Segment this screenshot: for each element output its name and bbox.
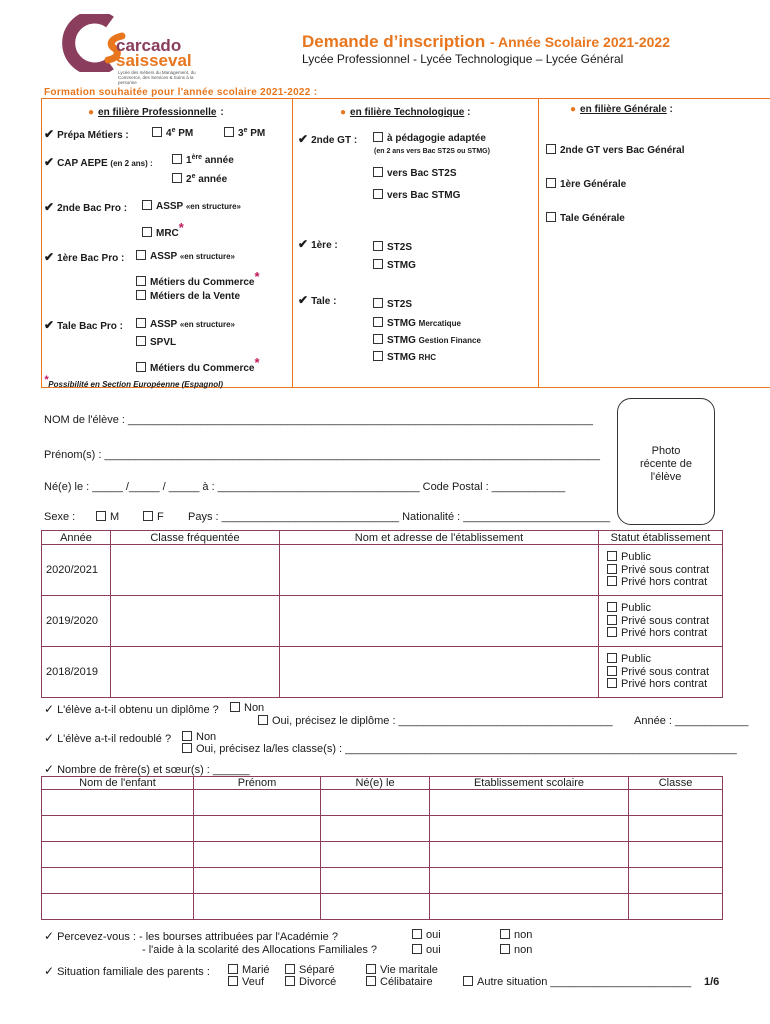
- scolarite-table: [41, 530, 723, 698]
- statut-cell: [599, 596, 723, 647]
- cap-annee2-option[interactable]: 2e année: [172, 173, 227, 185]
- premiere-stmg-option[interactable]: STMG: [373, 259, 416, 271]
- bac2-mrc-option[interactable]: MRC*: [142, 220, 184, 239]
- pays-nationalite-field[interactable]: Pays : _____________________________ Nationalité : ________________________: [188, 511, 611, 523]
- cell[interactable]: [430, 816, 629, 842]
- gt2-pedagogie-note: (en 2 ans vers Bac ST2S ou STMG): [374, 148, 490, 155]
- statut-prive-sous[interactable]: Privé sous contrat: [607, 564, 718, 577]
- cell[interactable]: [42, 842, 194, 868]
- tale-stmg-rhc-option[interactable]: STMG RHC: [373, 351, 436, 363]
- tale-st2s-option[interactable]: ST2S: [373, 298, 412, 310]
- prepa-row: ✔ Prépa Métiers :: [44, 127, 129, 141]
- formation-divider-2: [538, 98, 539, 388]
- cell[interactable]: [430, 868, 629, 894]
- tale-stmg-gest-option[interactable]: STMG Gestion Finance: [373, 334, 481, 346]
- photo-line3: l'élève: [650, 471, 682, 483]
- cell[interactable]: [430, 842, 629, 868]
- statut-public[interactable]: Public: [607, 551, 718, 564]
- tale-stmg-merc-option[interactable]: STMG Mercatique: [373, 317, 461, 329]
- fratrie-table: [41, 776, 723, 920]
- bac2-assp-option[interactable]: ASSP «en structure»: [142, 200, 241, 212]
- photo-line2: récente de: [640, 458, 692, 470]
- formation-divider-1: [292, 98, 293, 388]
- tale-assp-option[interactable]: ASSP «en structure»: [136, 318, 235, 330]
- redouble-non-option[interactable]: Non: [182, 731, 216, 743]
- sexe-f-option[interactable]: F: [143, 511, 164, 523]
- photo-box[interactable]: [617, 398, 715, 525]
- sexe-m-option[interactable]: M: [96, 511, 119, 523]
- techno-title: ● en filière Technologique :: [340, 107, 471, 118]
- cell[interactable]: [430, 894, 629, 920]
- diplome-oui-option[interactable]: Oui, précisez le diplôme : ___________________________________: [258, 715, 613, 727]
- cell[interactable]: [194, 868, 321, 894]
- cell[interactable]: [42, 868, 194, 894]
- gen-gt-option[interactable]: 2nde GT vers Bac Général: [546, 144, 685, 156]
- situation-divorce[interactable]: Divorcé: [285, 976, 336, 988]
- logo-line1: carcado: [116, 36, 182, 55]
- bourses-q1-oui[interactable]: oui: [412, 929, 441, 941]
- statut-prive-hors[interactable]: Privé hors contrat: [607, 678, 718, 691]
- statut-prive-sous[interactable]: Privé sous contrat: [607, 615, 718, 628]
- cell[interactable]: [430, 790, 629, 816]
- nom-field[interactable]: NOM de l'élève : ____________________________________________________________________________: [44, 414, 593, 426]
- cell[interactable]: [194, 842, 321, 868]
- statut-cell: [599, 545, 723, 596]
- situation-veuf[interactable]: Veuf: [228, 976, 264, 988]
- situation-label: ✓ Situation familiale des parents :: [44, 964, 210, 978]
- naissance-field[interactable]: Né(e) le : _____ /_____ / _____ à : _________________________________ Code Postal : ____________: [44, 481, 566, 493]
- logo-tagline: Lycée des métiers du Management, du Commerce, des Services & Soins à la personne: [118, 70, 196, 85]
- page-title: Demande d’inscription - Année Scolaire 2021-2022: [302, 32, 671, 51]
- pro-title: ● en filière Professionnelle :: [88, 107, 224, 118]
- table-row: [42, 842, 723, 868]
- year-cell: 2018/2019: [42, 647, 111, 698]
- cap-row: ✔ CAP AEPE (en 2 ans) :: [44, 155, 153, 169]
- etablissement-cell[interactable]: [280, 596, 599, 647]
- footnote: *Possibilité en Section Européenne (Espagnol): [44, 374, 223, 389]
- diplome-annee-field[interactable]: Année : ____________: [634, 715, 749, 727]
- bourses-q2-non[interactable]: non: [500, 944, 532, 956]
- bourses-q2-oui[interactable]: oui: [412, 944, 441, 956]
- formation-heading: Formation souhaitée pour l'année scolaire 2021-2022 :: [44, 87, 318, 98]
- col-prenom: Prénom: [194, 777, 321, 790]
- sexe-label: Sexe :: [44, 511, 76, 523]
- col-etablissement-scolaire: Etablissement scolaire: [430, 777, 629, 790]
- cell[interactable]: [629, 842, 723, 868]
- redouble-question: ✓ L'élève a-t-il redoublé ?: [44, 731, 172, 745]
- bourses-q1: ✓ Percevez-vous : - les bourses attribuées par l'Académie ?: [44, 929, 338, 943]
- classe-cell[interactable]: [111, 596, 280, 647]
- premiere-st2s-option[interactable]: ST2S: [373, 241, 412, 253]
- classe-cell[interactable]: [111, 647, 280, 698]
- gen-title: ● en filière Générale :: [570, 104, 673, 115]
- table-row: [42, 894, 723, 920]
- gt2-st2s-option[interactable]: vers Bac ST2S: [373, 167, 457, 179]
- col-annee: Année: [42, 531, 111, 545]
- cell[interactable]: [321, 842, 430, 868]
- situation-celibataire[interactable]: Célibataire: [366, 976, 433, 988]
- logo-line2: saisseval: [116, 51, 192, 70]
- situation-autre[interactable]: Autre situation _______________________: [463, 976, 691, 988]
- gt2-pedagogie-option[interactable]: à pédagogie adaptée: [373, 132, 486, 144]
- cell[interactable]: [194, 816, 321, 842]
- year-cell: 2019/2020: [42, 596, 111, 647]
- etablissement-cell[interactable]: [280, 545, 599, 596]
- page-number: 1/6: [704, 976, 720, 988]
- statut-public[interactable]: Public: [607, 602, 718, 615]
- page-subtitle: Lycée Professionnel - Lycée Technologique – Lycée Général: [302, 52, 624, 66]
- gen-tale-option[interactable]: Tale Générale: [546, 212, 625, 224]
- gt2-row: ✔ 2nde GT :: [298, 132, 358, 146]
- classe-cell[interactable]: [111, 545, 280, 596]
- diplome-question: ✓ L'élève a-t-il obtenu un diplôme ?: [44, 702, 219, 716]
- etablissement-cell[interactable]: [280, 647, 599, 698]
- tale-pro-row: ✔ Tale Bac Pro :: [44, 318, 124, 332]
- bac1-commerce-option[interactable]: Métiers du Commerce*: [136, 269, 260, 288]
- statut-prive-hors[interactable]: Privé hors contrat: [607, 627, 718, 640]
- situation-separe[interactable]: Séparé: [285, 964, 334, 976]
- tale-spvl-option[interactable]: SPVL: [136, 336, 176, 348]
- table-row: [42, 816, 723, 842]
- col-ne-le: Né(e) le: [321, 777, 430, 790]
- cell[interactable]: [42, 816, 194, 842]
- cell[interactable]: [321, 816, 430, 842]
- gt2-stmg-option[interactable]: vers Bac STMG: [373, 189, 460, 201]
- bac2-row: ✔ 2nde Bac Pro :: [44, 200, 128, 214]
- premiere-row: ✔ 1ère :: [298, 237, 338, 251]
- cell[interactable]: [321, 790, 430, 816]
- col-classe: Classe fréquentée: [111, 531, 280, 545]
- col-nom-enfant: Nom de l'enfant: [42, 777, 194, 790]
- cell[interactable]: [629, 868, 723, 894]
- table-row: [42, 647, 723, 698]
- gen-premiere-option[interactable]: 1ère Générale: [546, 178, 626, 190]
- bourses-q2: - l'aide à la scolarité des Allocations Familiales ?: [142, 944, 378, 956]
- cell[interactable]: [629, 816, 723, 842]
- bac1-row: ✔ 1ère Bac Pro :: [44, 250, 125, 264]
- statut-public[interactable]: Public: [607, 653, 718, 666]
- cap-annee1-option[interactable]: 1ère année: [172, 154, 234, 166]
- cell[interactable]: [629, 790, 723, 816]
- cell[interactable]: [629, 894, 723, 920]
- year-cell: 2020/2021: [42, 545, 111, 596]
- diplome-non-option[interactable]: Non: [230, 702, 264, 714]
- table-row: [42, 545, 723, 596]
- table-row: [42, 596, 723, 647]
- col-statut: Statut établissement: [599, 531, 723, 545]
- tale-techno-row: ✔ Tale :: [298, 293, 337, 307]
- table-row: [42, 790, 723, 816]
- bourses-q1-non[interactable]: non: [500, 929, 532, 941]
- statut-prive-sous[interactable]: Privé sous contrat: [607, 666, 718, 679]
- pm4-option[interactable]: 4e PM: [152, 127, 193, 139]
- tale-commerce-option[interactable]: Métiers du Commerce*: [136, 355, 260, 374]
- bac1-assp-option[interactable]: ASSP «en structure»: [136, 250, 235, 262]
- photo-line1: Photo: [651, 445, 681, 457]
- cell[interactable]: [42, 894, 194, 920]
- cell[interactable]: [321, 894, 430, 920]
- pm3-option[interactable]: 3e PM: [224, 127, 265, 139]
- prenom-field[interactable]: Prénom(s) : _________________________________________________________________________________: [44, 449, 601, 461]
- situation-vie-maritale[interactable]: Vie maritale: [366, 964, 438, 976]
- table-row: [42, 868, 723, 894]
- redouble-oui-option[interactable]: Oui, précisez la/les classe(s) : ________________________________________________________________: [182, 743, 737, 755]
- cell[interactable]: [194, 894, 321, 920]
- bac1-vente-option[interactable]: Métiers de la Vente: [136, 290, 240, 302]
- cell[interactable]: [42, 790, 194, 816]
- col-etablissement: Nom et adresse de l'établissement: [280, 531, 599, 545]
- cell[interactable]: [321, 868, 430, 894]
- cell[interactable]: [194, 790, 321, 816]
- freres-field[interactable]: ✓ Nombre de frère(s) et sœur(s) : ______: [44, 762, 250, 776]
- statut-cell: [599, 647, 723, 698]
- situation-marie[interactable]: Marié: [228, 964, 270, 976]
- statut-prive-hors[interactable]: Privé hors contrat: [607, 576, 718, 589]
- col-classe-enfant: Classe: [629, 777, 723, 790]
